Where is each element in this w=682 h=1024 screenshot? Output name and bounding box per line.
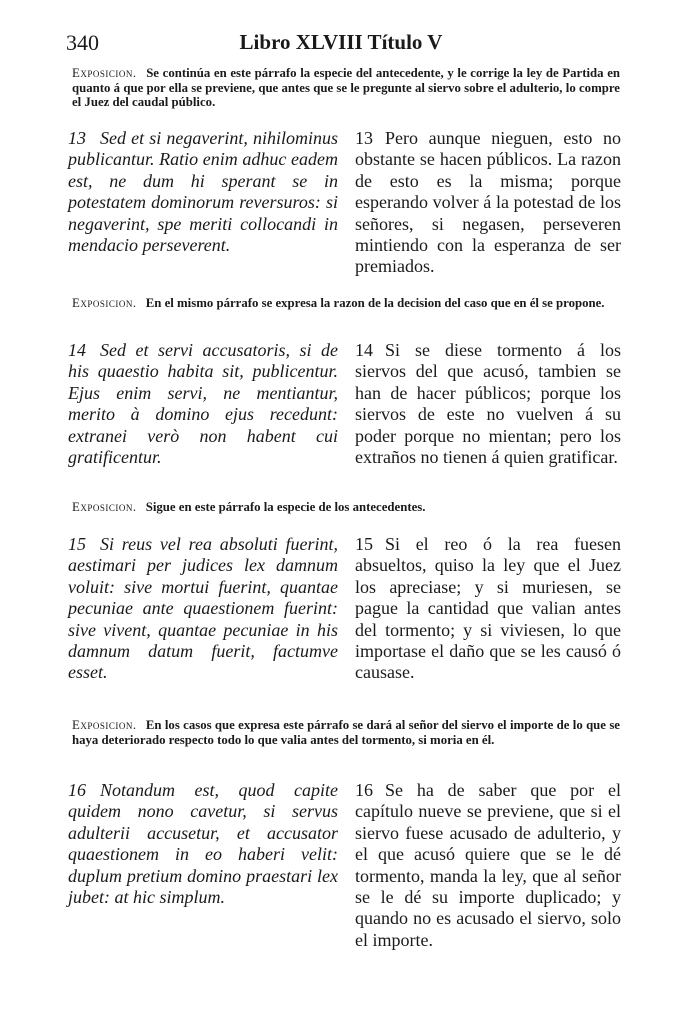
latin-paragraph-16 bbox=[68, 780, 338, 908]
exposition-note bbox=[72, 296, 620, 311]
paragraph-number: 15 bbox=[355, 534, 373, 554]
spanish-paragraph-15 bbox=[355, 534, 621, 684]
paragraph-number: 16 bbox=[355, 780, 373, 800]
paragraph-number: 14 bbox=[68, 340, 86, 360]
spanish-text: Si se diese tormento á los siervos del que acusó, tambien se han de hacer públicos; porque los siervos de este no vuelven á su poder porque no mientan; pero los extraños no tienen á quien gratificar. bbox=[355, 340, 621, 468]
latin-paragraph-13 bbox=[68, 128, 338, 256]
latin-text: Si reus vel rea absoluti fuerint, aestimari per judices lex damnum voluit: sive mortui fuerint, quantae pecuniae ante quaestionem fuerint: sive vivent, quantae pecuniae in his damnum datum fuerit, factumve esset. bbox=[68, 534, 338, 683]
exposition-label: Exposicion. bbox=[72, 500, 137, 514]
paragraph-number: 15 bbox=[68, 534, 86, 554]
spanish-paragraph-16 bbox=[355, 780, 621, 951]
paragraph-number: 14 bbox=[355, 340, 373, 360]
exposition-label: Exposicion. bbox=[72, 296, 137, 310]
exposition-text: Sigue en este párrafo la especie de los antecedentes. bbox=[145, 500, 426, 514]
latin-paragraph-14 bbox=[68, 340, 338, 468]
exposition-note bbox=[72, 718, 620, 747]
paragraph-number: 16 bbox=[68, 780, 86, 800]
latin-text: Sed et servi accusatoris, si de his quaestio habita sit, publicentur. Ejus enim servi, ne mentiantur, merito à domino ejus recedunt: extranei verò non habent cui gratificentur. bbox=[68, 340, 338, 468]
exposition-note bbox=[72, 500, 620, 515]
latin-text: Notandum est, quod capite quidem nono cavetur, si servus adulterii accusetur, et accusator quaestionem in eo haberi velit: duplum pretium domino praestari lex jubet: at hic simplum. bbox=[68, 780, 338, 908]
running-title: Libro XLVIII Título V bbox=[239, 30, 443, 54]
paragraph-number: 13 bbox=[355, 128, 373, 148]
spanish-text: Si el reo ó la rea fuesen absueltos, quiso la ley que el Juez los apreciase; y si muriesen, se pague la cantidad que valian antes del tormento; y si viviesen, lo que importase el daño que se les causó ó causase. bbox=[355, 534, 621, 683]
paragraph-number: 13 bbox=[68, 128, 86, 148]
spanish-text: Se ha de saber que por el capítulo nueve se previene, que si el siervo fuese acusado de adulterio, y el que acusó quiere que se le dé tormento, manda la ley, que al señor se le dé su importe duplicado; y quando no es acusado el siervo, solo el importe. bbox=[355, 780, 621, 950]
spanish-paragraph-13 bbox=[355, 128, 621, 278]
exposition-label: Exposicion. bbox=[72, 66, 137, 80]
page-number: 340 bbox=[66, 30, 99, 55]
exposition-note bbox=[72, 66, 620, 110]
exposition-text: En los casos que expresa este párrafo se dará al señor del siervo el importe de lo que se haya deteriorado respecto todo lo que valia antes del tormento, si moria en él. bbox=[72, 718, 620, 747]
latin-text: Sed et si negaverint, nihilominus publicantur. Ratio enim adhuc eadem est, ne dum hi sperant se in potestatem dominorum reversuros: si negaverint, spe meriti collocandi in mendacio perseverent. bbox=[68, 128, 338, 256]
exposition-text: Se continúa en este párrafo la especie del antecedente, y le corrige la ley de Partida en quanto á que por ella se previene, que antes que se le pregunte al siervo sobre el adulterio, lo compre el Juez del caudal público. bbox=[72, 66, 621, 109]
exposition-text: En el mismo párrafo se expresa la razon de la decision del caso que en él se propone. bbox=[145, 296, 605, 310]
spanish-paragraph-14 bbox=[355, 340, 621, 468]
page-header bbox=[66, 30, 616, 60]
latin-paragraph-15 bbox=[68, 534, 338, 684]
spanish-text: Pero aunque nieguen, esto no obstante se hacen públicos. La razon de esto es la misma; porque esperando volver á la potestad de los señores, si negasen, perseveren mintiendo con la esperanza de ser premiados. bbox=[355, 128, 621, 277]
exposition-label: Exposicion. bbox=[72, 718, 137, 732]
